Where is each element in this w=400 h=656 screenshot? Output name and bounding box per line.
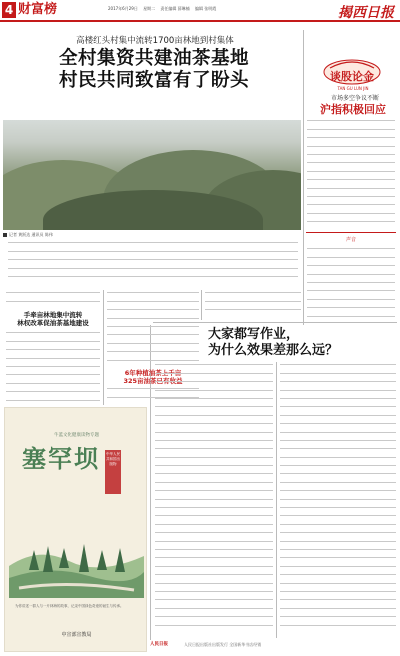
mid-col-subhead: 6年种植油茶上千亩 325亩油茶已有收益 [123, 369, 183, 385]
book-tag: 牛蓝文化健康读物专题 [54, 433, 99, 438]
page-header [0, 0, 400, 22]
voice-body [307, 246, 395, 322]
left-col-body [6, 330, 100, 404]
book-seal: 中华人民共和国出版物 [105, 450, 121, 494]
editorial-logo: 谈股论金 [330, 70, 374, 83]
footer-text: 人民日报出版社出版发行 全国新华书店经销 [184, 642, 262, 647]
caption-text: 记者 黄跃达 通讯员 陈伟 [9, 232, 53, 237]
editorial-kicker: 市场多空争议不断 [330, 95, 379, 102]
column-divider [201, 290, 202, 320]
column-divider [276, 362, 277, 638]
lead-headline [18, 48, 290, 92]
issue-weekday: 星期二 [143, 6, 156, 11]
feature-headline [208, 327, 388, 359]
feature-body-col1 [155, 362, 273, 638]
voice-label: 声音 [345, 237, 356, 243]
footer-publisher-logo: 人民日报 [150, 642, 168, 647]
editor2-credit: 编辑 张明霞 [194, 6, 217, 11]
feature-headline-line1: 大家都写作业， [208, 327, 300, 342]
section-title: 财富榜 [18, 2, 58, 17]
page-number: 4 [2, 2, 16, 18]
editorial-body [307, 118, 395, 228]
column-divider [303, 30, 304, 325]
issue-date: 2017年6月29日 [108, 6, 138, 11]
lead-photo [3, 120, 301, 230]
book-cover-ad [4, 407, 147, 652]
header-meta [108, 6, 220, 12]
book-publisher: 中宣部宣教局 [61, 632, 92, 638]
feature-headline-line2: 为什么效果差那么远？ [208, 343, 339, 358]
photo-caption [3, 232, 53, 238]
column-divider [103, 290, 104, 405]
lead-headline-line2: 村民共同致富有了盼头 [58, 70, 249, 91]
section-divider [153, 322, 397, 323]
book-cover-forest-art [9, 506, 144, 598]
caption-marker [3, 233, 7, 237]
editor-credit: 责任编辑 薛琳楠 [160, 6, 190, 11]
book-title: 塞罕坝 [22, 444, 100, 473]
editorial-logo-sub: TAN GU LUN JIN [337, 86, 369, 91]
left-col-subhead: 手牵亩林地集中流转 林权改革促油茶基地建设 [17, 311, 89, 327]
lead-body [8, 240, 298, 284]
lead-headline-line1: 全村集资共建油茶基地 [58, 48, 249, 69]
feature-body-col2 [280, 362, 396, 638]
mid-col-body [107, 290, 199, 366]
left-col-intro [6, 290, 100, 310]
lead-kicker: 高楼红头村集中流转1700亩林地到村集体 [76, 36, 234, 46]
third-col-body [205, 290, 301, 320]
book-blurb: 为你讲述一群人与一片林海的故事，记录中国绿色奇迹的诞生与传承。 [15, 604, 124, 608]
masthead-logo: 揭西日报 [338, 5, 394, 21]
editorial-title: 沪指积极回应 [320, 103, 386, 116]
